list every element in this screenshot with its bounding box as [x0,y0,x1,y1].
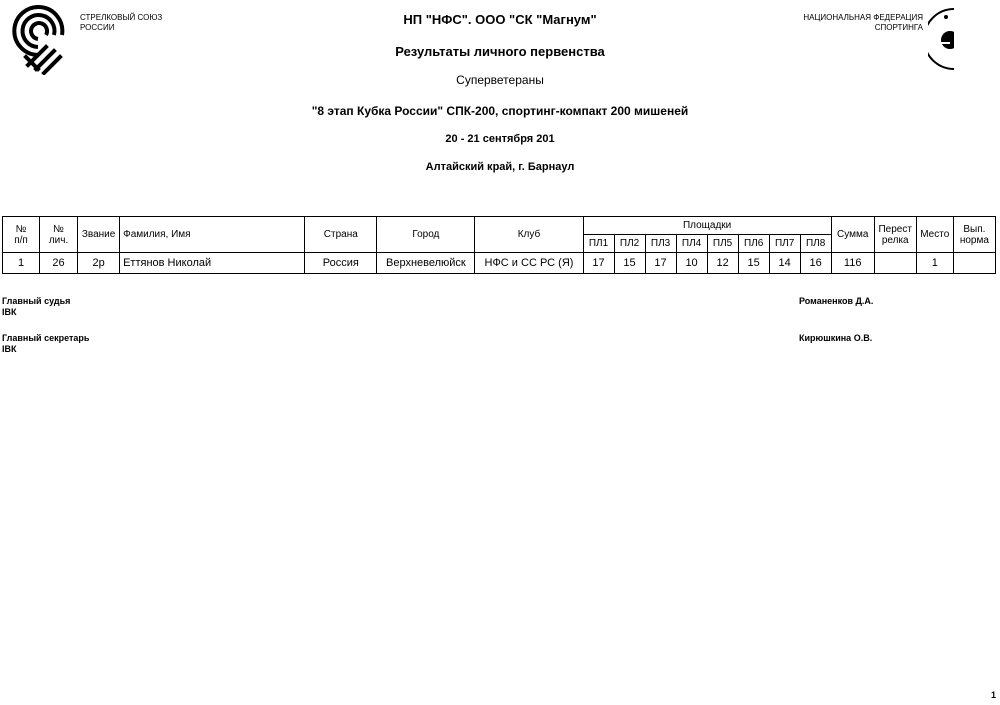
col-shootoff: Перест релка [874,217,916,253]
right-organization: НАЦИОНАЛЬНАЯ ФЕДЕРАЦИЯ СПОРТИНГА [803,13,923,32]
col-rank: Звание [78,217,120,253]
table-row [3,253,996,274]
chief-judge-name: Романенков Д.А. [799,296,874,306]
cell-sum: 116 [831,253,874,274]
cell-club: НФС и СС РС (Я) [475,253,583,274]
col-club: Клуб [475,217,583,253]
chief-secretary-category: IВК [2,344,17,354]
col-country: Страна [305,217,377,253]
event-dates: 20 - 21 сентября 201 [445,133,555,145]
chief-secretary-role: Главный секретарь [2,333,90,343]
cell-place: 1 [916,253,953,274]
chief-judge-category: IВК [2,307,17,317]
cell-country: Россия [305,253,377,274]
cell-ground-7: 14 [769,253,800,274]
col-ground-6: ПЛ6 [738,235,769,253]
cell-ground-2: 15 [614,253,645,274]
col-ground-7: ПЛ7 [769,235,800,253]
cell-ground-8: 16 [800,253,831,274]
event-location: Алтайский край, г. Барнаул [425,161,575,173]
cell-license: 26 [40,253,78,274]
col-norm: Вып. норма [953,217,995,253]
cell-norm [953,253,995,274]
col-ground-5: ПЛ5 [707,235,738,253]
chief-judge-role: Главный судья [2,296,71,306]
col-ground-3: ПЛ3 [645,235,676,253]
page-number: 1 [990,690,996,700]
col-name: Фамилия, Имя [120,217,305,253]
col-ground-8: ПЛ8 [800,235,831,253]
cell-ground-5: 12 [707,253,738,274]
cell-ground-1: 17 [583,253,614,274]
cell-number: 1 [3,253,40,274]
col-city: Город [377,217,475,253]
cell-ground-6: 15 [738,253,769,274]
col-ground-4: ПЛ4 [676,235,707,253]
cell-ground-3: 17 [645,253,676,274]
left-organization: СТРЕЛКОВЫЙ СОЮЗ РОССИИ [80,13,163,32]
col-sum: Сумма [831,217,874,253]
cell-city: Верхневелюйск [377,253,475,274]
col-number: № п/п [3,217,40,253]
col-grounds: Площадки [583,217,831,235]
col-ground-1: ПЛ1 [583,235,614,253]
organizer-title: НП "НФС". ООО "СК "Магнум" [403,12,597,27]
chief-judge-block [2,296,70,318]
category-title: Суперветераны [456,73,544,87]
header-row [3,217,996,235]
cell-rank: 2р [78,253,120,274]
col-license: № лич. [40,217,78,253]
col-ground-2: ПЛ2 [614,235,645,253]
results-table [2,216,996,274]
chief-secretary-name: Кирюшкина О.В. [799,333,873,343]
col-place: Место [916,217,953,253]
cell-shootoff [874,253,916,274]
chief-secretary-block [2,333,89,355]
event-title: "8 этап Кубка России" СПК-200, спортинг-компакт 200 мишеней [311,104,689,118]
cell-name: Еттянов Николай [120,253,305,274]
cell-ground-4: 10 [676,253,707,274]
document-title: Результаты личного первенства [395,44,605,59]
